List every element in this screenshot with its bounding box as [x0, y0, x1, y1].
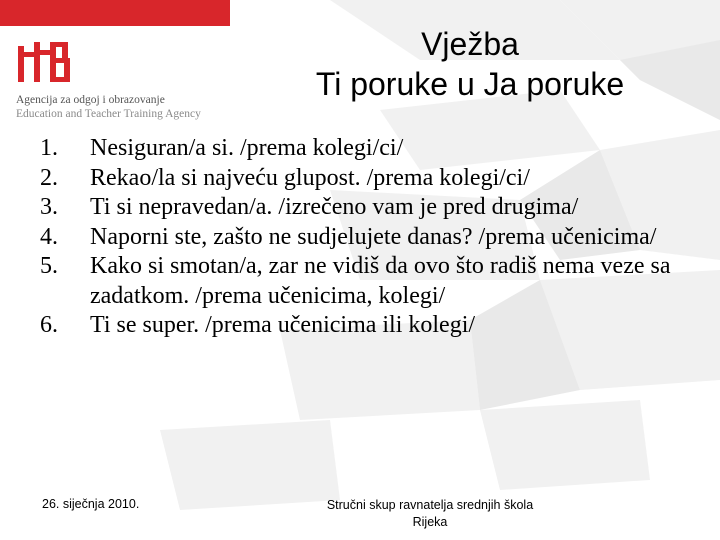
agency-logo-icon [18, 42, 70, 82]
footer-event [290, 497, 570, 531]
list-item-number: 4. [40, 223, 58, 250]
agency-name-en: Education and Teacher Training Agency [16, 108, 201, 120]
list-item-number: 6. [40, 312, 58, 338]
list-item [40, 134, 690, 164]
exercise-list [40, 134, 690, 341]
slide-title-line2: Ti poruke u Ja poruke [315, 66, 625, 102]
list-item-text: Ti se super. /prema učenicima ili kolegi/ [90, 312, 476, 338]
list-item [40, 164, 690, 194]
agency-name [16, 93, 256, 121]
list-item-number: 5. [40, 253, 58, 279]
list-item-number: 2. [40, 164, 58, 191]
list-item-text: Nesiguran/a si. /prema kolegi/ci/ [90, 135, 404, 161]
agency-name-hr: Agencija za odgoj i obrazovanje [16, 94, 165, 106]
list-item-text: Ti si nepravedan/a. /izrečeno vam je pred drugima/ [90, 194, 579, 220]
footer-date: 26. siječnja 2010. [42, 497, 140, 511]
footer-event-line1: Stručni skup ravnatelja srednjih škola [326, 498, 534, 512]
list-item-number: 3. [40, 194, 58, 220]
list-item [40, 223, 690, 253]
list-item-text: Rekao/la si najveću glupost. /prema kolegi/ci/ [90, 164, 530, 191]
footer-event-line2: Rijeka [412, 515, 448, 529]
list-item [40, 311, 690, 341]
list-item [40, 252, 690, 311]
slide-title [250, 24, 690, 104]
list-item [40, 193, 690, 223]
list-item-number: 1. [40, 135, 58, 161]
list-item-text: Kako si smotan/a, zar ne vidiš da ovo što radiš nema veze sa zadatkom. /prema učenicima, kolegi/ [90, 253, 671, 309]
list-item-text: Naporni ste, zašto ne sudjelujete danas? /prema učenicima/ [90, 223, 657, 250]
slide-title-line1: Vježba [421, 26, 519, 62]
header-red-bar [0, 0, 230, 26]
